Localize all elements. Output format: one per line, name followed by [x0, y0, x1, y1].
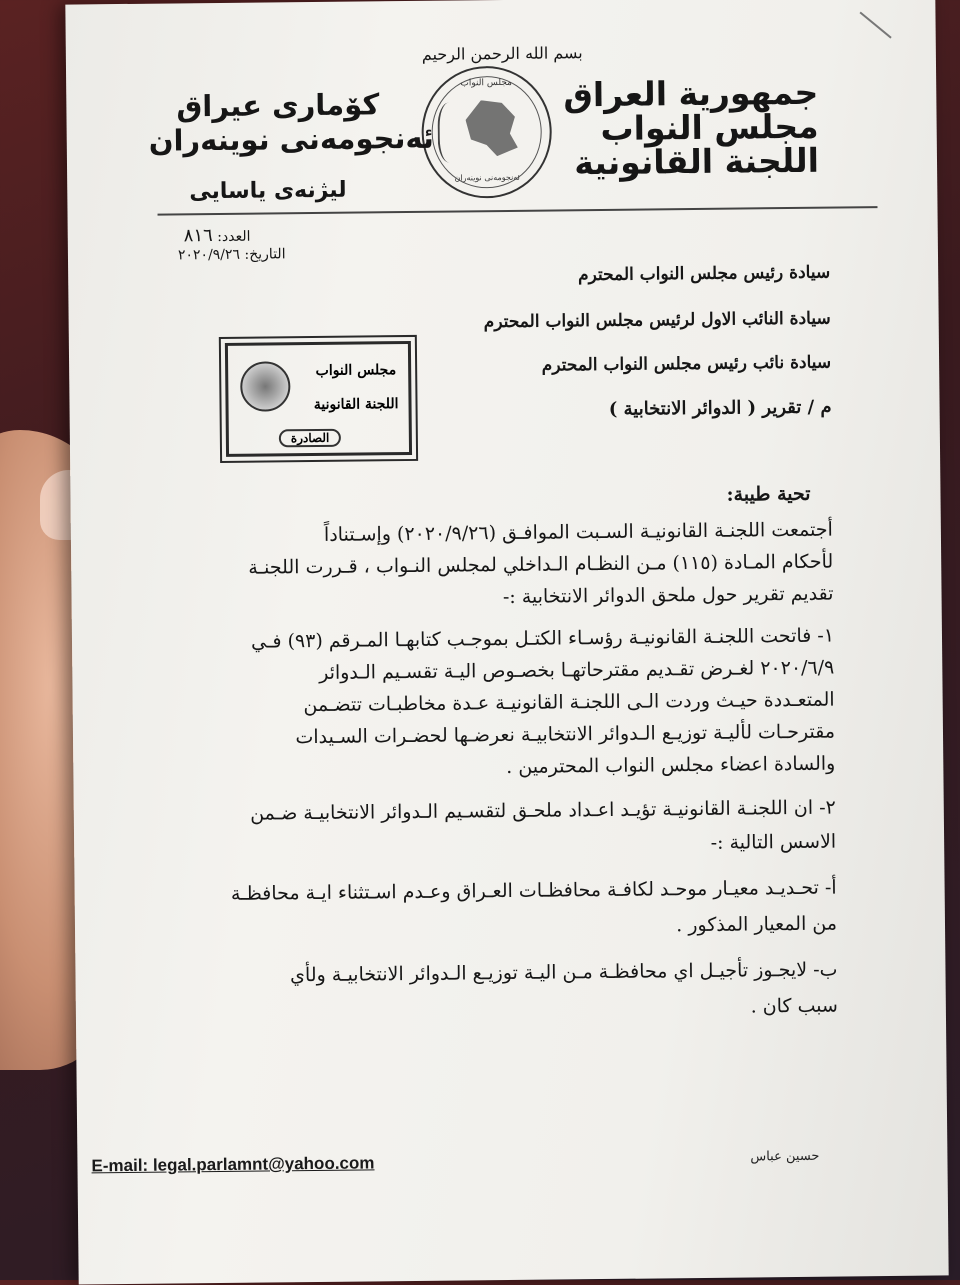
basmala: بسم الله الرحمن الرحيم — [421, 43, 583, 64]
addressee-speaker: سيادة رئيس مجلس النواب المحترم — [577, 262, 831, 286]
paragraph-line: من المعيار المذكور . — [676, 912, 838, 937]
seal-bottom-text: ئەنجومەنی نوینەران — [454, 172, 520, 183]
stamp-line-committee: اللجنة القانونية — [313, 396, 399, 414]
incoming-stamp — [225, 341, 412, 457]
paragraph-line: ب- لايجـوز تأجيـل اي محافظـة مـن اليـة توزيـع الـدوائر الانتخابيـة ولأي — [289, 958, 838, 987]
greeting: تحية طيبة: — [726, 482, 811, 506]
letter-sheet — [65, 0, 948, 1285]
letter-subject: م / تقرير ( الدوائر الانتخابية ) — [608, 396, 832, 420]
stamp-emblem-icon — [240, 361, 291, 412]
letter-date — [178, 246, 286, 263]
paragraph-line: ٢- ان اللجنـة القانونيـة تؤيـد اعـداد ملحـق لتقسـيم الـدوائر الانتخابيـة ضـمن — [250, 796, 836, 825]
pen-mark — [859, 12, 891, 39]
letter-number — [184, 225, 251, 247]
paragraph-line: ٢٠٢٠/٦/٩ لغـرض تقـديم مقترحاتهـا بخصـوص اليـة تقسـيم الـدوائر — [319, 656, 835, 684]
header-arabic-committee: اللجنة القانونية — [574, 140, 820, 183]
date-value: ٢٠٢٠/٩/٢٦ — [177, 246, 241, 264]
footer-email: E-mail: legal.parlamnt@yahoo.com — [91, 1153, 375, 1176]
paragraph-line: تقديم تقرير حول ملحق الدوائر الانتخابية :- — [502, 582, 834, 609]
paragraph-line: المتعـددة حيـث وردت الـى اللجنـة القانونيـة عـدة مخاطبـات تتضـمن — [303, 688, 835, 717]
paragraph-line: لأحكام المـادة (١١٥) مـن النظـام الـداخلي لمجلس النـواب ، قـررت اللجنـة — [248, 550, 834, 579]
palm-icon — [437, 102, 466, 162]
number-value: ٨١٦ — [183, 225, 213, 247]
addressee-deputy: سيادة نائب رئيس مجلس النواب المحترم — [541, 352, 832, 376]
paragraph-line: والسادة اعضاء مجلس النواب المحترمين . — [506, 752, 836, 779]
header-divider — [158, 206, 878, 216]
footer-signer: حسين عباس — [750, 1148, 820, 1165]
header-kurdish-republic: كۆماری عیراق — [176, 87, 380, 124]
stamp-line-outgoing: الصادرة — [279, 429, 342, 448]
number-label: العدد: — [217, 228, 251, 246]
parliament-seal — [421, 66, 552, 199]
date-label: التاريخ: — [244, 246, 286, 263]
header-kurdish-committee: لیژنەی یاسایی — [189, 177, 347, 205]
paragraph-line: سبب كان . — [750, 994, 838, 1018]
paragraph-line: ١- فاتحت اللجنـة القانونيـة رؤسـاء الكتـل بموجـب كتابهـا المـرقم (٩٣) فـي — [250, 624, 835, 653]
addressee-first-deputy: سيادة النائب الاول لرئيس مجلس النواب المحترم — [483, 308, 831, 333]
paragraph-line: الاسس التالية :- — [710, 830, 837, 854]
header-arabic-republic: جمهورية العراق — [563, 72, 819, 115]
paragraph-line: أجتمعت اللجنـة القانونيـة السـبت الموافـق (٢٠٢٠/٩/٢٦) وإسـتناداً — [323, 518, 833, 546]
header-kurdish-parliament: ئەنجومەنی نوینەران — [148, 120, 435, 158]
seal-top-text: مجلس النواب — [460, 77, 512, 89]
header-arabic-parliament: مجلس النواب — [600, 106, 819, 148]
stamp-line-parliament: مجلس النواب — [315, 362, 397, 379]
paragraph-line: أ- تحـديـد معيـار موحـد لكافـة محافظـات العـراق وعـدم اسـتثناء ايـة محافظـة — [230, 876, 837, 905]
paragraph-line: مقترحـات لأليـة توزيـع الـدوائر الانتخابيـة نعرضـها لحضـرات السـيدات — [295, 720, 836, 749]
